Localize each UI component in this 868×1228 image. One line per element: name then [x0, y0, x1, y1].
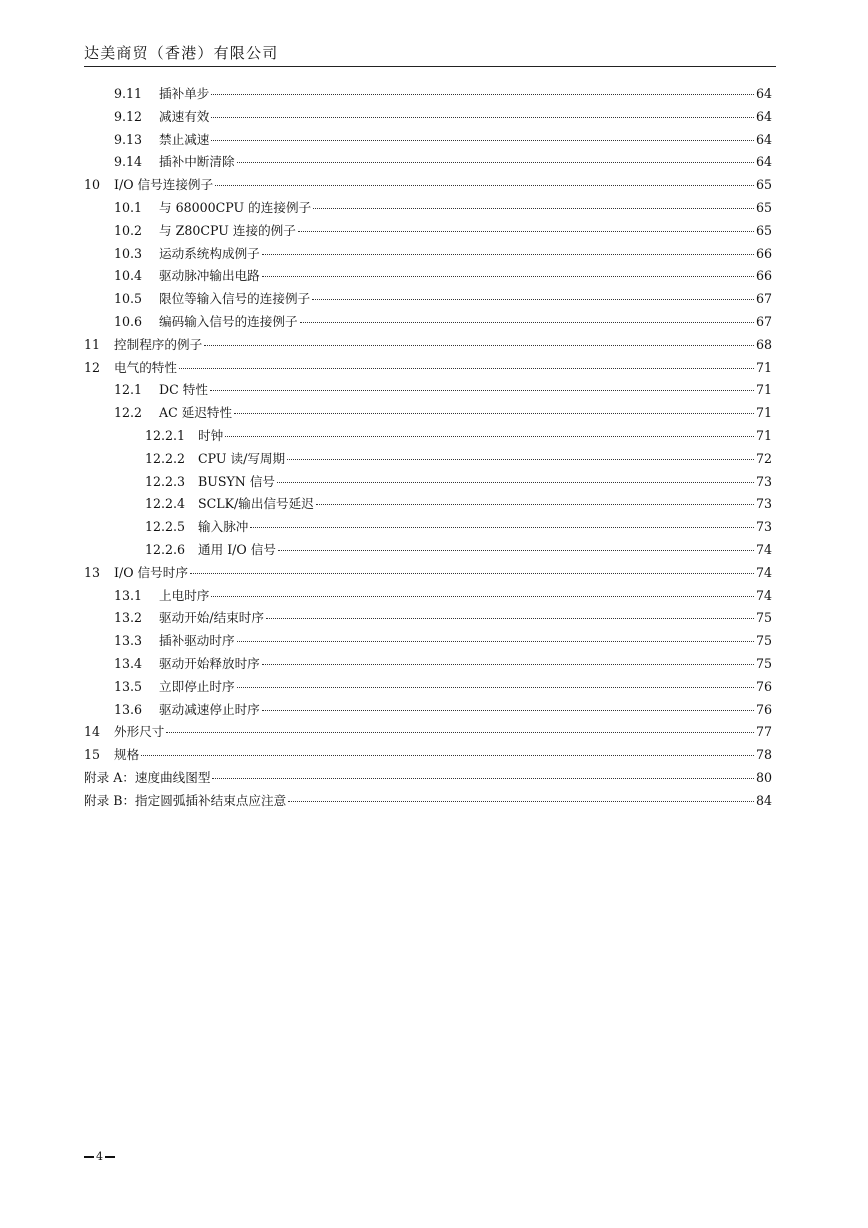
toc-dot-leader	[288, 801, 754, 802]
page-header	[84, 40, 776, 67]
toc-dot-leader	[237, 641, 754, 642]
toc-entry-title: 限位等输入信号的连接例子	[159, 291, 311, 307]
toc-entry-page: 75	[755, 633, 772, 649]
toc-dot-leader	[266, 618, 754, 619]
toc-entry-number: 12.2.3	[145, 473, 186, 489]
toc-entry[interactable]	[114, 403, 772, 423]
toc-entry-page: 64	[755, 131, 772, 147]
toc-entry-title: SCLK/输出信号延迟	[198, 496, 314, 512]
toc-entry[interactable]	[114, 380, 772, 400]
toc-entry-number: 13.2	[114, 610, 143, 626]
toc-entry[interactable]	[114, 289, 772, 309]
toc-entry[interactable]	[114, 84, 772, 104]
toc-entry-number: 13.6	[114, 701, 143, 717]
toc-entry[interactable]	[84, 722, 772, 742]
toc-entry-page: 64	[755, 108, 772, 124]
toc-entry[interactable]	[145, 517, 772, 537]
toc-entry[interactable]	[84, 175, 772, 195]
toc-entry[interactable]	[114, 152, 772, 172]
toc-entry-number: 12.2.5	[145, 519, 186, 535]
toc-entry-page: 68	[755, 336, 772, 352]
toc-entry[interactable]	[84, 563, 772, 583]
toc-dot-leader	[277, 482, 754, 483]
toc-entry[interactable]	[84, 791, 772, 811]
toc-entry[interactable]	[84, 745, 772, 765]
toc-entry-page: 66	[755, 268, 772, 284]
toc-entry-title: 驱动开始释放时序	[159, 656, 260, 671]
toc-entry[interactable]	[84, 358, 772, 378]
toc-entry-title: 运动系统构成例子	[159, 245, 260, 261]
toc-entry-title: I/O 信号连接例子	[114, 177, 214, 193]
toc-entry-number: 12.1	[114, 382, 143, 398]
toc-dot-leader	[316, 504, 754, 505]
toc-dot-leader	[179, 368, 754, 369]
toc-entry-title: 立即停止时序	[159, 678, 235, 694]
toc-entry-title: 外形尺寸	[114, 724, 165, 740]
toc-dot-leader	[262, 276, 754, 277]
toc-dot-leader	[300, 322, 754, 323]
toc-dot-leader	[237, 162, 754, 163]
toc-dot-leader	[262, 664, 754, 665]
toc-entry[interactable]	[145, 449, 772, 469]
toc-dot-leader	[211, 94, 754, 95]
toc-dot-leader	[166, 732, 754, 733]
toc-entry-page: 71	[755, 428, 772, 443]
toc-entry[interactable]	[114, 107, 772, 127]
toc-entry-title: AC 延迟特性	[159, 405, 233, 421]
toc-dot-leader	[298, 231, 754, 232]
toc-entry-number: 12.2.4	[145, 496, 186, 512]
toc-entry[interactable]	[114, 221, 772, 241]
toc-entry-number: 11	[84, 336, 101, 352]
toc-entry[interactable]	[114, 654, 772, 674]
toc-entry-number: 10.3	[114, 245, 143, 261]
toc-entry-number: 12.2.1	[145, 428, 186, 443]
toc-entry-page: 71	[755, 405, 772, 421]
toc-dot-leader	[215, 185, 754, 186]
toc-entry-number: 12.2.2	[145, 450, 186, 466]
company-name: 达美商贸（香港）有限公司	[84, 44, 279, 62]
toc-dot-leader	[190, 573, 754, 574]
toc-dot-leader	[211, 596, 754, 597]
page-footer	[84, 1150, 115, 1163]
toc-entry-title: 驱动减速停止时序	[159, 701, 260, 717]
toc-entry-page: 72	[755, 450, 772, 466]
toc-entry-page: 74	[755, 564, 772, 580]
toc-entry-title: 上电时序	[159, 587, 210, 603]
toc-entry-title: 插补单步	[159, 86, 210, 101]
toc-entry-title: 时钟	[198, 428, 224, 443]
toc-entry-page: 64	[755, 154, 772, 170]
toc-entry-title: 插补驱动时序	[159, 633, 235, 649]
toc-entry-page: 78	[755, 747, 772, 763]
toc-dot-leader	[211, 117, 754, 118]
toc-entry-page: 67	[755, 291, 772, 307]
toc-entry-page: 73	[755, 473, 772, 489]
toc-entry-number: 13	[84, 564, 101, 580]
toc-entry-number: 9.11	[114, 86, 143, 101]
toc-entry-number: 10	[84, 177, 101, 193]
toc-entry-title: 附录 A：速度曲线图型	[84, 770, 211, 785]
toc-entry-page: 74	[755, 542, 772, 557]
toc-entry[interactable]	[84, 768, 772, 788]
toc-dot-leader	[237, 687, 754, 688]
toc-entry[interactable]	[145, 540, 772, 560]
toc-dot-leader	[211, 140, 754, 141]
toc-entry-title: CPU 读/写周期	[198, 450, 286, 466]
toc-entry-number: 15	[84, 747, 101, 763]
toc-entry-page: 65	[755, 177, 772, 193]
toc-entry-page: 73	[755, 496, 772, 512]
toc-entry-number: 9.12	[114, 108, 143, 124]
toc-dot-leader	[225, 436, 754, 437]
toc-entry[interactable]	[114, 130, 772, 150]
footer-dash-left	[84, 1156, 94, 1158]
toc-entry-page: 73	[755, 519, 772, 535]
toc-entry-title: 与 Z80CPU 连接的例子	[159, 222, 296, 238]
toc-entry-page: 74	[755, 587, 772, 603]
toc-entry-title: BUSYN 信号	[198, 473, 276, 489]
toc-entry[interactable]	[114, 608, 772, 628]
toc-entry-title: I/O 信号时序	[114, 564, 188, 580]
toc-entry-title: 插补中断清除	[159, 154, 235, 170]
toc-entry-title: 禁止减速	[159, 131, 210, 147]
toc-entry-number: 10.2	[114, 222, 143, 238]
toc-dot-leader	[313, 208, 754, 209]
toc-entry[interactable]	[114, 244, 772, 264]
toc-dot-leader	[262, 710, 754, 711]
toc-entry-page: 71	[755, 359, 772, 375]
toc-dot-leader	[210, 390, 754, 391]
toc-entry-title: 控制程序的例子	[114, 336, 203, 352]
toc-entry-title: 电气的特性	[114, 359, 177, 375]
toc-entry-page: 67	[755, 314, 772, 329]
toc-entry[interactable]	[114, 631, 772, 651]
toc-entry[interactable]	[114, 677, 772, 697]
toc-entry-title: 驱动脉冲输出电路	[159, 268, 260, 284]
toc-entry-number: 12.2	[114, 405, 143, 421]
toc-entry-page: 80	[755, 770, 772, 785]
toc-dot-leader	[278, 550, 754, 551]
toc-entry-page: 75	[755, 610, 772, 626]
toc-entry-page: 84	[755, 792, 772, 808]
toc-entry-title: 规格	[114, 747, 140, 763]
toc-entry-page: 77	[755, 724, 772, 740]
toc-entry[interactable]	[145, 472, 772, 492]
toc-entry-number: 10.4	[114, 268, 143, 284]
toc-entry-number: 13.3	[114, 633, 143, 649]
toc-dot-leader	[250, 527, 754, 528]
toc-entry[interactable]	[114, 266, 772, 286]
toc-entry-page: 76	[755, 678, 772, 694]
toc-entry-title: 编码输入信号的连接例子	[159, 314, 298, 329]
toc-entry[interactable]	[145, 426, 772, 446]
toc-entry-page: 71	[755, 382, 772, 398]
toc-entry-title: 通用 I/O 信号	[198, 542, 276, 557]
toc-entry-page: 65	[755, 222, 772, 238]
toc-dot-leader	[204, 345, 754, 346]
toc-entry-number: 14	[84, 724, 101, 740]
toc-entry[interactable]	[114, 586, 772, 606]
page-number: 4	[96, 1150, 103, 1163]
toc-entry-number: 9.14	[114, 154, 143, 170]
toc-entry-title: 驱动开始/结束时序	[159, 610, 264, 626]
toc-entry-number: 10.6	[114, 314, 143, 329]
toc-entry-number: 9.13	[114, 131, 143, 147]
toc-dot-leader	[234, 413, 754, 414]
toc-entry-number: 10.5	[114, 291, 143, 307]
toc-dot-leader	[287, 459, 754, 460]
toc-entry-page: 76	[755, 701, 772, 717]
toc-dot-leader	[141, 755, 754, 756]
toc-entry-number: 12	[84, 359, 101, 375]
toc-entry-title: DC 特性	[159, 382, 208, 398]
toc-entry-page: 65	[755, 200, 772, 215]
footer-dash-right	[105, 1156, 115, 1158]
toc-entry-number: 13.1	[114, 587, 143, 603]
toc-entry-page: 66	[755, 245, 772, 261]
toc-entry-page: 75	[755, 656, 772, 671]
toc-entry[interactable]	[114, 198, 772, 218]
toc-dot-leader	[312, 299, 754, 300]
toc-entry-number: 13.4	[114, 656, 143, 671]
toc-entry-number: 10.1	[114, 200, 143, 215]
toc-entry[interactable]	[114, 700, 772, 720]
toc-entry-title: 附录 B：指定圆弧插补结束点应注意	[84, 792, 287, 808]
toc-dot-leader	[262, 254, 754, 255]
toc-entry-number: 13.5	[114, 678, 143, 694]
toc-entry-number: 12.2.6	[145, 542, 186, 557]
toc-dot-leader	[212, 778, 754, 779]
toc-entry[interactable]	[84, 335, 772, 355]
toc-entry-page: 64	[755, 86, 772, 101]
toc-entry-title: 输入脉冲	[198, 519, 249, 535]
toc-entry-title: 减速有效	[159, 108, 210, 124]
toc-entry[interactable]	[145, 494, 772, 514]
toc-entry-title: 与 68000CPU 的连接例子	[159, 200, 312, 215]
toc-entry[interactable]	[114, 312, 772, 332]
